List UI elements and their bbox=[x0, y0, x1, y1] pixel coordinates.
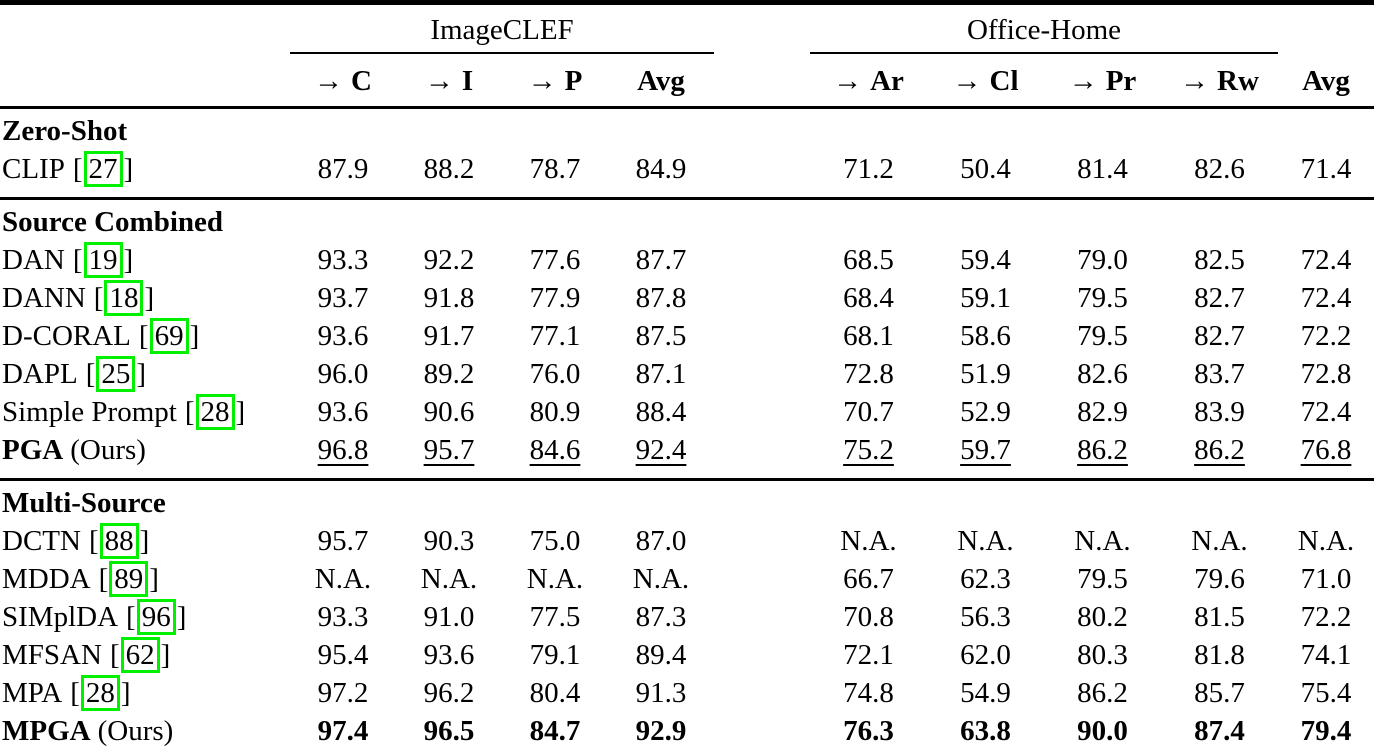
citation-link[interactable]: 18 bbox=[104, 280, 143, 316]
value-cell: 58.6 bbox=[960, 320, 1011, 352]
value-cell: 72.8 bbox=[843, 358, 894, 390]
method-cell bbox=[0, 241, 290, 279]
value-cell: 79.5 bbox=[1077, 320, 1128, 352]
value-cell: 82.7 bbox=[1194, 320, 1245, 352]
column-header-label: Cl bbox=[989, 65, 1019, 97]
value-cell: N.A. bbox=[420, 563, 478, 595]
column-header-label: P bbox=[564, 65, 583, 97]
value-cell: 71.2 bbox=[843, 153, 894, 185]
citation-bracket-close: ] bbox=[123, 244, 134, 276]
method-name: CLIP bbox=[2, 153, 65, 185]
value-cell: N.A. bbox=[840, 525, 897, 557]
value-cell: 90.3 bbox=[423, 525, 475, 557]
citation-bracket-close: ] bbox=[123, 153, 134, 185]
citation-link[interactable]: 96 bbox=[137, 599, 176, 635]
column-header-label: Avg bbox=[637, 65, 685, 97]
table-row bbox=[0, 674, 1374, 712]
column-header-overall-avg bbox=[1278, 54, 1374, 108]
citation-link[interactable]: 28 bbox=[196, 394, 235, 430]
value-cell: 79.5 bbox=[1077, 282, 1128, 314]
value-cell: 87.3 bbox=[635, 601, 687, 633]
value-cell: 79.0 bbox=[1077, 244, 1128, 276]
value-cell: 56.3 bbox=[960, 601, 1011, 633]
value-cell: 76.0 bbox=[529, 358, 581, 390]
value-cell: 84.7 bbox=[529, 715, 581, 747]
table-row bbox=[0, 598, 1374, 636]
value-cell: 87.9 bbox=[317, 153, 369, 185]
column-header-cl bbox=[927, 54, 1044, 108]
value-cell: 93.3 bbox=[317, 601, 369, 633]
column-header-label: Avg bbox=[1302, 65, 1350, 97]
method-suffix: (Ours) bbox=[97, 715, 174, 747]
method-cell bbox=[0, 150, 290, 188]
citation-link[interactable]: 89 bbox=[109, 561, 148, 597]
table-row bbox=[0, 393, 1374, 431]
value-cell: 86.2 bbox=[1077, 677, 1128, 709]
value-cell: 87.7 bbox=[635, 244, 687, 276]
value-cell: 87.8 bbox=[635, 282, 687, 314]
citation-bracket-close: ] bbox=[176, 601, 187, 633]
method-suffix: (Ours) bbox=[70, 434, 146, 466]
value-cell: 75.0 bbox=[529, 525, 581, 557]
citation-bracket-open: [ bbox=[72, 153, 83, 185]
value-cell: 95.4 bbox=[317, 639, 369, 671]
value-cell: 91.8 bbox=[423, 282, 475, 314]
citation-bracket-close: ] bbox=[120, 677, 131, 709]
value-cell: 96.0 bbox=[317, 358, 369, 390]
value-cell: 76.8 bbox=[1300, 434, 1352, 466]
table-row bbox=[0, 150, 1374, 188]
value-cell: 86.2 bbox=[1194, 434, 1245, 466]
value-cell: 72.4 bbox=[1300, 244, 1352, 276]
value-cell: 62.0 bbox=[960, 639, 1011, 671]
column-header-label: Pr bbox=[1105, 65, 1137, 97]
value-cell: 82.6 bbox=[1077, 358, 1128, 390]
value-cell: 79.5 bbox=[1077, 563, 1128, 595]
value-cell: 68.4 bbox=[843, 282, 894, 314]
value-cell: 74.1 bbox=[1300, 639, 1352, 671]
value-cell: N.A. bbox=[632, 563, 690, 595]
arrow-icon: → bbox=[1068, 65, 1098, 97]
value-cell: 81.8 bbox=[1194, 639, 1245, 671]
value-cell: 93.3 bbox=[317, 244, 369, 276]
table-body bbox=[0, 109, 1374, 753]
citation-bracket-open: [ bbox=[98, 563, 109, 595]
value-cell: 68.1 bbox=[843, 320, 894, 352]
method-name: DANN bbox=[2, 282, 86, 314]
citation-bracket-close: ] bbox=[139, 525, 150, 557]
value-cell: 52.9 bbox=[960, 396, 1011, 428]
value-cell: 80.3 bbox=[1077, 639, 1128, 671]
method-name: DCTN bbox=[2, 525, 81, 557]
method-cell bbox=[0, 317, 290, 355]
table-row bbox=[0, 712, 1374, 750]
value-cell: 79.1 bbox=[529, 639, 581, 671]
value-cell: 59.1 bbox=[960, 282, 1011, 314]
value-cell: 74.8 bbox=[843, 677, 894, 709]
citation-link[interactable]: 69 bbox=[150, 318, 189, 354]
value-cell: 51.9 bbox=[960, 358, 1011, 390]
value-cell: 70.7 bbox=[843, 396, 894, 428]
value-cell: 78.7 bbox=[529, 153, 581, 185]
value-cell: 59.4 bbox=[960, 244, 1011, 276]
value-cell: 83.7 bbox=[1194, 358, 1245, 390]
value-cell: 92.2 bbox=[423, 244, 475, 276]
column-header-label: Ar bbox=[870, 65, 904, 97]
citation-link[interactable]: 62 bbox=[121, 637, 160, 673]
column-header-label: C bbox=[351, 65, 372, 97]
citation-bracket-open: [ bbox=[109, 639, 120, 671]
value-cell: 77.9 bbox=[529, 282, 581, 314]
table-row bbox=[0, 355, 1374, 393]
method-name: SIMplDA bbox=[2, 601, 119, 633]
value-cell: 95.7 bbox=[423, 434, 475, 466]
value-cell: 91.7 bbox=[423, 320, 475, 352]
value-cell: 80.9 bbox=[529, 396, 581, 428]
method-name: D-CORAL bbox=[2, 320, 131, 352]
value-cell: 84.6 bbox=[529, 434, 581, 466]
citation-link[interactable]: 19 bbox=[84, 242, 123, 278]
section-multi-source bbox=[0, 481, 1374, 753]
method-cell bbox=[0, 393, 290, 431]
value-cell: N.A. bbox=[1191, 525, 1248, 557]
value-cell: 80.4 bbox=[529, 677, 581, 709]
column-header-label: I bbox=[461, 65, 474, 97]
citation-bracket-close: ] bbox=[144, 282, 155, 314]
method-name: MDDA bbox=[2, 563, 91, 595]
column-header-i bbox=[396, 54, 502, 108]
table-row bbox=[0, 636, 1374, 674]
value-cell: 80.2 bbox=[1077, 601, 1128, 633]
group-label-imageclef: ImageCLEF bbox=[430, 14, 574, 46]
citation-bracket-close: ] bbox=[189, 320, 200, 352]
arrow-icon: → bbox=[952, 65, 982, 97]
table-row bbox=[0, 279, 1374, 317]
value-cell: 86.2 bbox=[1077, 434, 1128, 466]
table-row bbox=[0, 241, 1374, 279]
citation-bracket-close: ] bbox=[136, 358, 147, 390]
value-cell: 83.9 bbox=[1194, 396, 1245, 428]
value-cell: 72.1 bbox=[843, 639, 894, 671]
value-cell: 76.3 bbox=[843, 715, 894, 747]
citation-bracket-open: [ bbox=[93, 282, 104, 314]
value-cell: 81.5 bbox=[1194, 601, 1245, 633]
value-cell: 93.6 bbox=[317, 320, 369, 352]
column-header-pr bbox=[1044, 54, 1161, 108]
method-cell bbox=[0, 636, 290, 674]
value-cell: 87.5 bbox=[635, 320, 687, 352]
value-cell: 81.4 bbox=[1077, 153, 1128, 185]
citation-bracket-open: [ bbox=[138, 320, 149, 352]
column-header-ar bbox=[810, 54, 927, 108]
value-cell: N.A. bbox=[1074, 525, 1131, 557]
section-zero-shot bbox=[0, 109, 1374, 197]
value-cell: 59.7 bbox=[960, 434, 1011, 466]
value-cell: N.A. bbox=[957, 525, 1014, 557]
value-cell: 62.3 bbox=[960, 563, 1011, 595]
method-cell bbox=[0, 674, 290, 712]
value-cell: 92.4 bbox=[635, 434, 687, 466]
citation-bracket-open: [ bbox=[72, 244, 83, 276]
value-cell: 50.4 bbox=[960, 153, 1011, 185]
method-name: MPGA bbox=[2, 715, 91, 747]
value-cell: N.A. bbox=[526, 563, 584, 595]
value-cell: 97.4 bbox=[317, 715, 369, 747]
method-name: DAN bbox=[2, 244, 65, 276]
value-cell: 75.4 bbox=[1300, 677, 1352, 709]
value-cell: 85.7 bbox=[1194, 677, 1245, 709]
citation-bracket-open: [ bbox=[88, 525, 99, 557]
value-cell: 82.5 bbox=[1194, 244, 1245, 276]
citation-bracket-open: [ bbox=[184, 396, 195, 428]
citation-bracket-close: ] bbox=[160, 639, 171, 671]
value-cell: 68.5 bbox=[843, 244, 894, 276]
value-cell: 77.6 bbox=[529, 244, 581, 276]
value-cell: 90.6 bbox=[423, 396, 475, 428]
method-cell bbox=[0, 431, 290, 469]
value-cell: 96.5 bbox=[423, 715, 475, 747]
value-cell: 77.1 bbox=[529, 320, 581, 352]
method-name: Simple Prompt bbox=[2, 396, 177, 428]
arrow-icon: → bbox=[1180, 65, 1210, 97]
table-row bbox=[0, 431, 1374, 469]
value-cell: 72.2 bbox=[1300, 320, 1352, 352]
citation-bracket-open: [ bbox=[85, 358, 96, 390]
value-cell: 89.4 bbox=[635, 639, 687, 671]
method-cell bbox=[0, 355, 290, 393]
column-header-avg bbox=[608, 54, 714, 108]
method-cell bbox=[0, 279, 290, 317]
method-cell bbox=[0, 560, 290, 598]
value-cell: 96.8 bbox=[317, 434, 369, 466]
column-header-rw bbox=[1161, 54, 1278, 108]
value-cell: 82.6 bbox=[1194, 153, 1245, 185]
arrow-icon: → bbox=[833, 65, 863, 97]
value-cell: 93.6 bbox=[423, 639, 475, 671]
section-header-row bbox=[0, 112, 1374, 150]
method-name: MFSAN bbox=[2, 639, 102, 671]
method-cell bbox=[0, 598, 290, 636]
value-cell: 91.3 bbox=[635, 677, 687, 709]
column-header-row bbox=[0, 54, 1374, 106]
group-header-row bbox=[0, 5, 1374, 52]
value-cell: 79.4 bbox=[1300, 715, 1352, 747]
value-cell: 91.0 bbox=[423, 601, 475, 633]
value-cell: 96.2 bbox=[423, 677, 475, 709]
value-cell: 70.8 bbox=[843, 601, 894, 633]
value-cell: 87.1 bbox=[635, 358, 687, 390]
table-row bbox=[0, 522, 1374, 560]
value-cell: 71.0 bbox=[1300, 563, 1352, 595]
value-cell: 66.7 bbox=[843, 563, 894, 595]
value-cell: 92.9 bbox=[635, 715, 687, 747]
value-cell: N.A. bbox=[1297, 525, 1355, 557]
value-cell: 54.9 bbox=[960, 677, 1011, 709]
value-cell: 63.8 bbox=[960, 715, 1011, 747]
value-cell: 93.6 bbox=[317, 396, 369, 428]
group-label-office-home: Office-Home bbox=[966, 14, 1122, 46]
citation-link[interactable]: 27 bbox=[84, 151, 123, 187]
value-cell: 79.6 bbox=[1194, 563, 1245, 595]
value-cell: 75.2 bbox=[843, 434, 894, 466]
section-header: Source Combined bbox=[2, 206, 224, 238]
method-cell bbox=[0, 522, 290, 560]
table-row bbox=[0, 317, 1374, 355]
value-cell: 87.0 bbox=[635, 525, 687, 557]
citation-bracket-open: [ bbox=[126, 601, 136, 633]
method-name: MPA bbox=[2, 677, 63, 709]
citation-link[interactable]: 28 bbox=[81, 675, 120, 711]
value-cell: 71.4 bbox=[1300, 153, 1352, 185]
column-header-c bbox=[290, 54, 396, 108]
value-cell: 82.9 bbox=[1077, 396, 1128, 428]
value-cell: 97.2 bbox=[317, 677, 369, 709]
section-header-row bbox=[0, 203, 1374, 241]
method-cell bbox=[0, 712, 290, 750]
value-cell: 87.4 bbox=[1194, 715, 1245, 747]
section-source-combined bbox=[0, 200, 1374, 478]
value-cell: 72.8 bbox=[1300, 358, 1352, 390]
value-cell: 88.4 bbox=[635, 396, 687, 428]
column-header-p bbox=[502, 54, 608, 108]
citation-link[interactable]: 88 bbox=[100, 523, 139, 559]
citation-link[interactable]: 25 bbox=[96, 356, 135, 392]
section-header-row bbox=[0, 484, 1374, 522]
arrow-icon: → bbox=[527, 65, 557, 97]
citation-bracket-close: ] bbox=[235, 396, 246, 428]
value-cell: 77.5 bbox=[529, 601, 581, 633]
citation-bracket-close: ] bbox=[149, 563, 159, 595]
column-header-label: Rw bbox=[1217, 65, 1259, 97]
method-name: DAPL bbox=[2, 358, 78, 390]
citation-bracket-open: [ bbox=[70, 677, 80, 709]
value-cell: 72.4 bbox=[1300, 282, 1352, 314]
value-cell: 82.7 bbox=[1194, 282, 1245, 314]
arrow-icon: → bbox=[314, 65, 344, 97]
value-cell: 90.0 bbox=[1077, 715, 1128, 747]
value-cell: N.A. bbox=[314, 563, 372, 595]
value-cell: 89.2 bbox=[423, 358, 475, 390]
value-cell: 95.7 bbox=[317, 525, 369, 557]
value-cell: 88.2 bbox=[423, 153, 475, 185]
value-cell: 72.4 bbox=[1300, 396, 1352, 428]
arrow-icon: → bbox=[424, 65, 454, 97]
method-name: PGA bbox=[2, 434, 64, 466]
value-cell: 93.7 bbox=[317, 282, 369, 314]
value-cell: 84.9 bbox=[635, 153, 687, 185]
value-cell: 72.2 bbox=[1300, 601, 1352, 633]
section-header: Zero-Shot bbox=[2, 115, 128, 147]
section-header: Multi-Source bbox=[2, 487, 166, 519]
table-row bbox=[0, 560, 1374, 598]
